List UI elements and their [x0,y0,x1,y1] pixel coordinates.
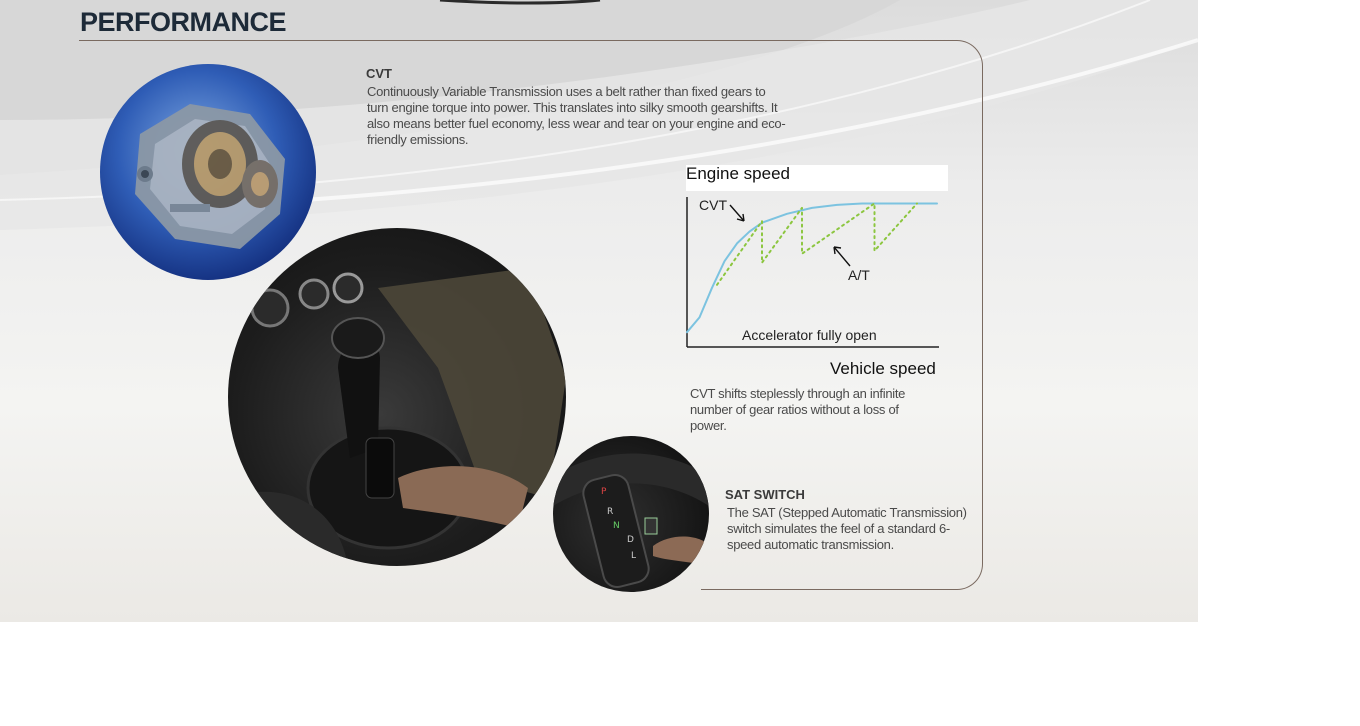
series-label-cvt: CVT [699,197,727,213]
cvt-description: Continuously Variable Transmission uses a belt rather than fixed gears to turn engine torque into power. This translates into silky smooth gearshifts. It also means better fuel economy, less wear and tear on your engine and eco-friendly emissions. [367,84,786,147]
at-arrow-icon [834,247,850,266]
svg-text:R: R [607,507,614,517]
sat-description: The SAT (Stepped Automatic Transmission) switch simulates the feel of a standard 6-speed automatic transmission. [727,505,967,552]
cvt-heading: CVT [366,66,392,81]
sat-heading: SAT SWITCH [725,487,805,502]
cvt-arrow-icon [730,205,744,221]
series-line-cvt [687,203,937,332]
frame-bottom-rule [701,589,901,590]
series-label-at: A/T [848,267,870,283]
transmission-cutaway-photo [100,64,316,280]
svg-text:N: N [613,521,620,531]
chart-title: Engine speed [686,165,948,191]
svg-text:D: D [627,535,634,545]
x-axis-label: Vehicle speed [830,359,936,378]
chart-caption: CVT shifts steplessly through an infinite number of gear ratios without a loss of power. [690,386,906,433]
gear-lever-photo [228,228,566,566]
svg-text:L: L [631,551,637,561]
series-line-at [717,203,917,284]
frame-top-rule [79,40,939,41]
chart-annotation: Accelerator fully open [742,327,877,343]
svg-text:P: P [601,487,607,497]
page-title: PERFORMANCE [80,7,287,37]
sat-switch-photo [553,436,709,592]
